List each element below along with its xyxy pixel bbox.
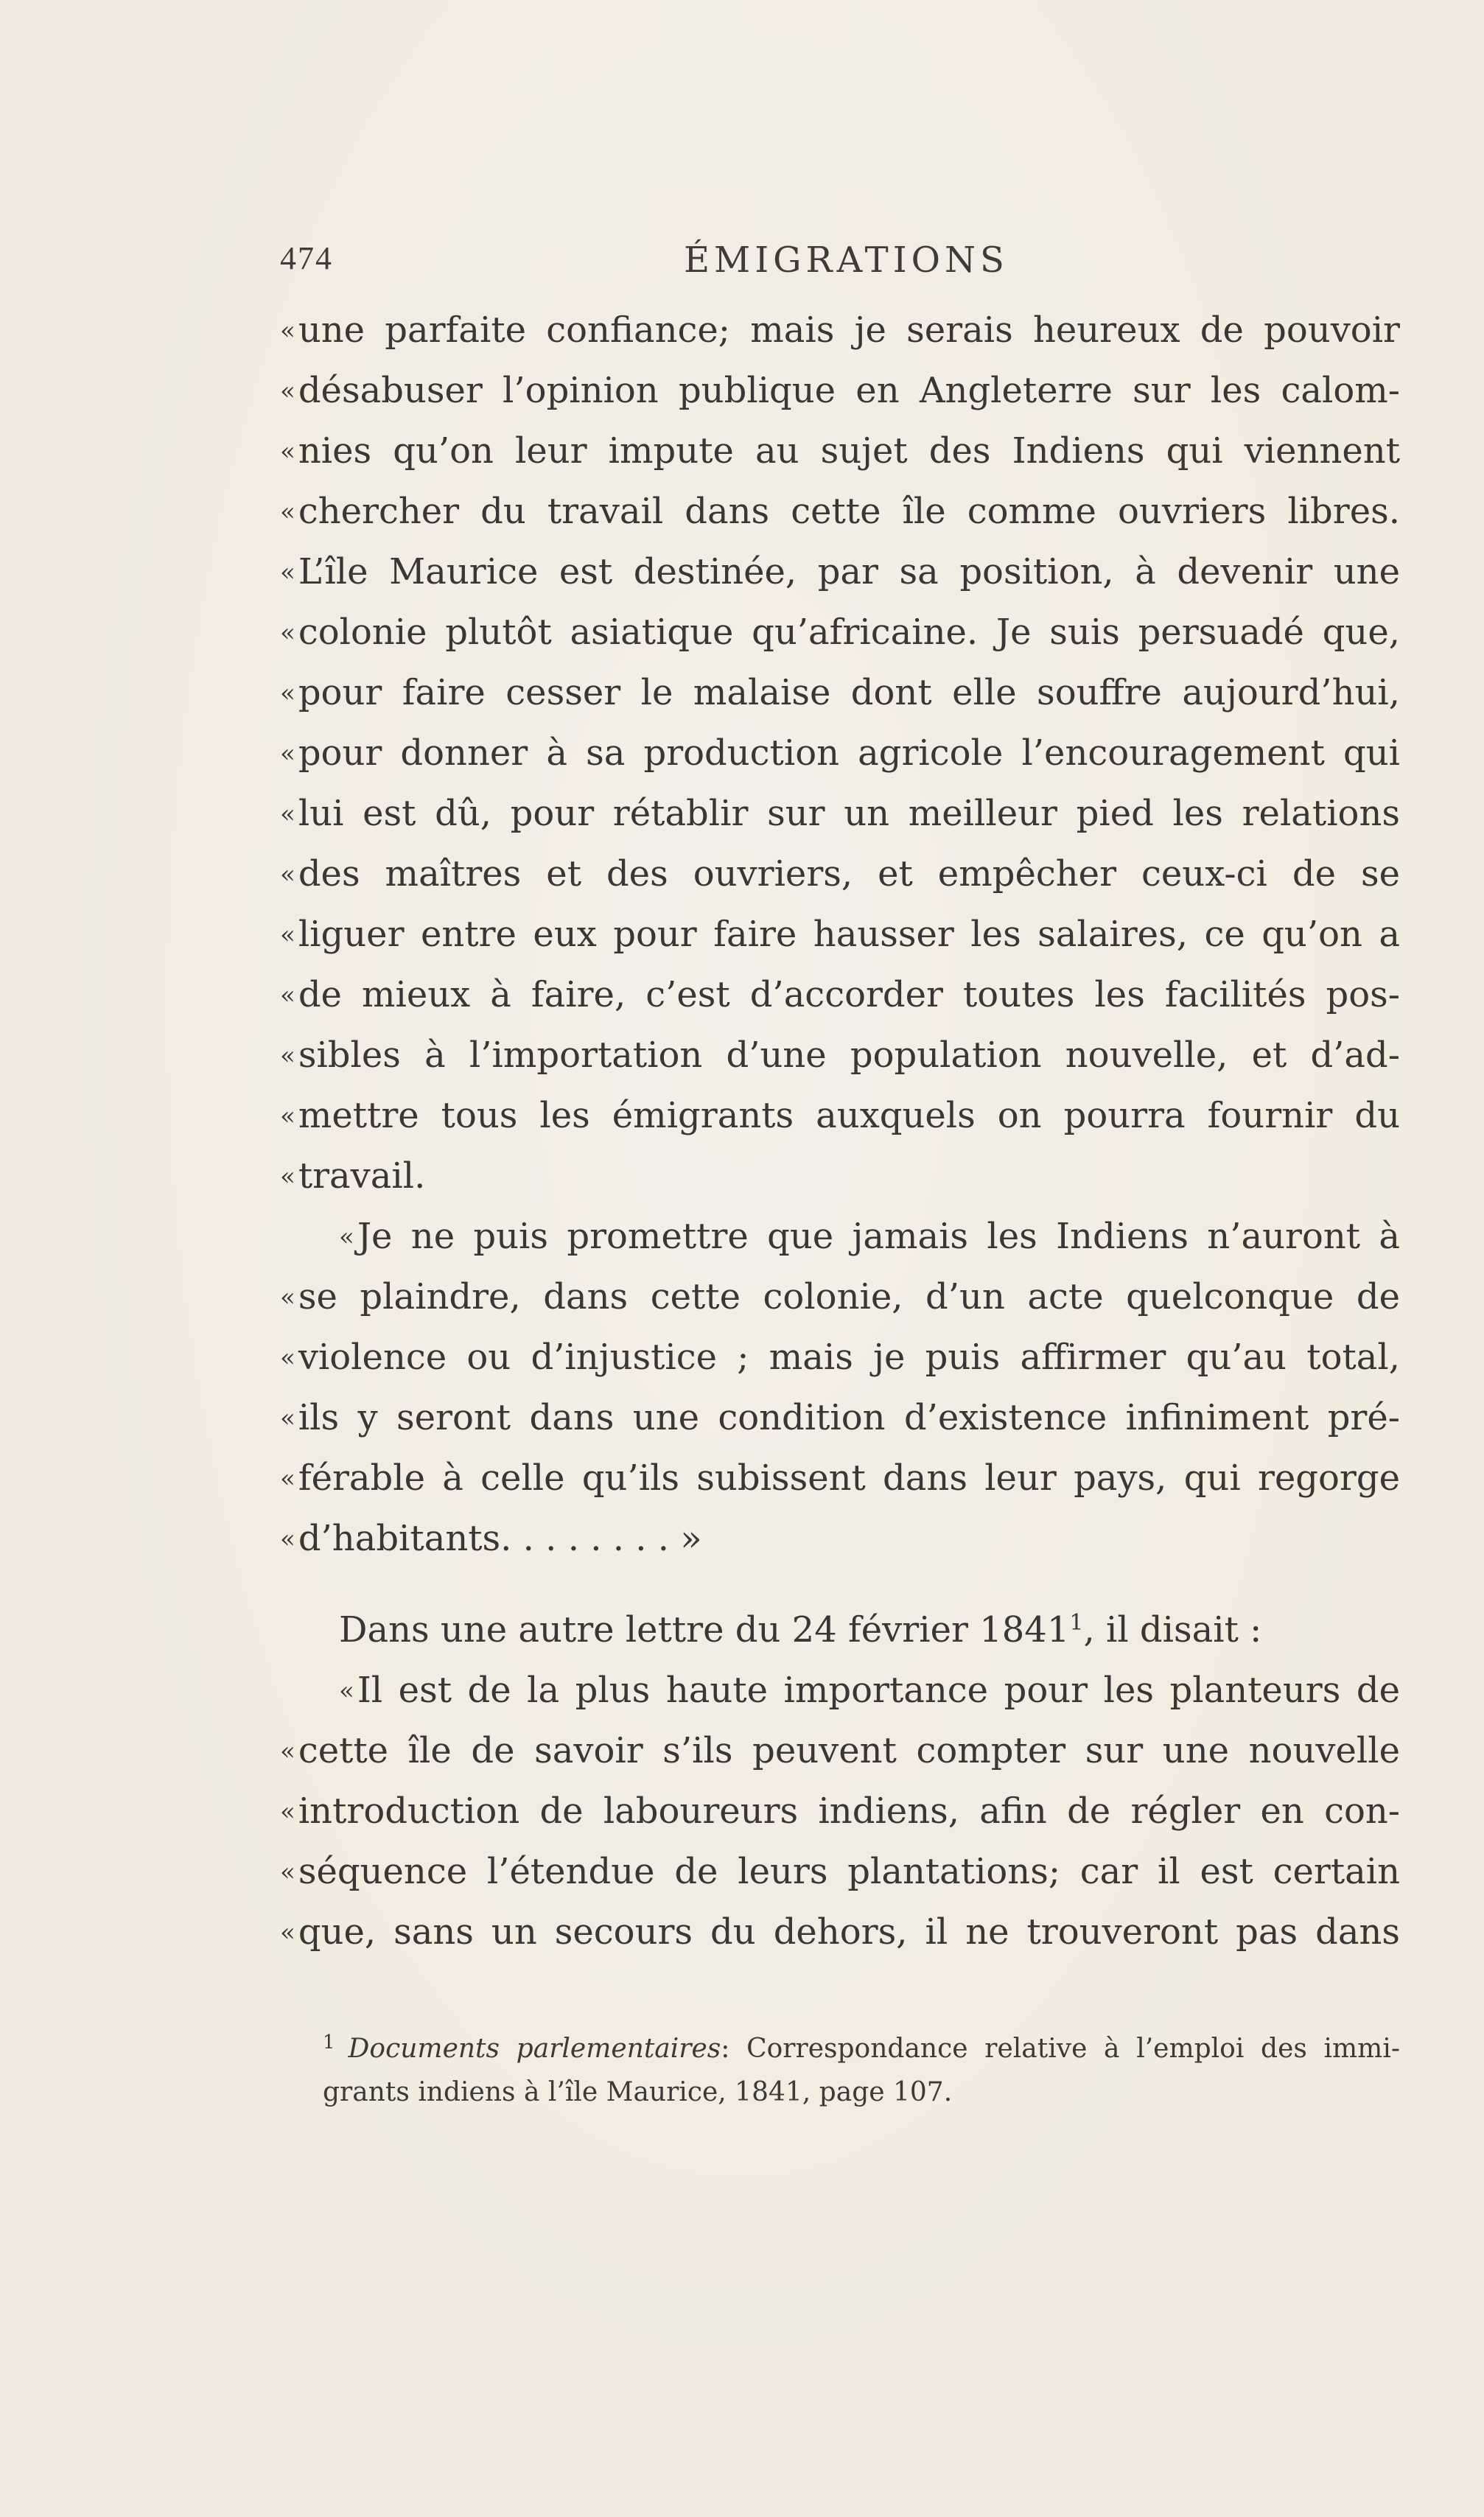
quote-mark: «	[280, 1797, 294, 1827]
text-line: « violence ou d’injustice ; mais je puis affirmer qu’au total,	[280, 1337, 1400, 1378]
quote-mark: «	[280, 860, 294, 889]
text-line: « lui est dû, pour rétablir sur un meilleur pied les relations	[280, 793, 1400, 834]
paragraph-gap	[280, 1569, 1400, 1600]
quote-mark: «	[280, 558, 294, 587]
quote-mark: «	[280, 1102, 294, 1131]
quote-mark: «	[280, 799, 294, 829]
text-line: « nies qu’on leur impute au sujet des Indiens qui viennent	[280, 430, 1400, 472]
text-line: « d’habitants. . . . . . . . »	[280, 1518, 702, 1559]
quote-mark: «	[339, 1222, 353, 1252]
quote-mark: «	[280, 497, 294, 527]
quote-mark: «	[280, 377, 294, 406]
footnotes	[323, 2028, 1400, 2113]
quote-mark: «	[280, 316, 294, 346]
text-line: « que, sans un secours du dehors, il ne trouveront pas dans	[280, 1911, 1400, 1953]
running-head	[280, 239, 1400, 284]
text-line: « Il est de la plus haute importance pour les planteurs de	[339, 1670, 1400, 1711]
quote-mark: «	[280, 1343, 294, 1373]
text-line: « ils y seront dans une condition d’existence infiniment pré-	[280, 1397, 1400, 1438]
text-line: « cette île de savoir s’ils peuvent compter sur une nouvelle	[280, 1730, 1400, 1771]
quote-mark: «	[280, 1524, 294, 1554]
quote-mark: «	[280, 739, 294, 769]
text-line: « des maîtres et des ouvriers, et empêcher ceux-ci de se	[280, 853, 1400, 895]
quote-mark: «	[280, 437, 294, 466]
footnote-line: grants indiens à l’île Maurice, 1841, page 107.	[323, 2077, 953, 2107]
text-line: « désabuser l’opinion publique en Angleterre sur les calom-	[280, 370, 1400, 411]
text-line: « séquence l’étendue de leurs plantations; car il est certain	[280, 1851, 1400, 1892]
text-line: « de mieux à faire, c’est d’accorder toutes les facilités pos-	[280, 974, 1400, 1015]
text-line: « liguer entre eux pour faire hausser les salaires, ce qu’on a	[280, 914, 1400, 955]
quote-mark: «	[280, 1162, 294, 1191]
text-line: « chercher du travail dans cette île comme ouvriers libres.	[280, 491, 1400, 532]
quote-mark: «	[280, 1283, 294, 1312]
quote-mark: «	[280, 618, 294, 648]
text-line: « férable à celle qu’ils subissent dans leur pays, qui regorge	[280, 1457, 1400, 1499]
text-line: « L’île Maurice est destinée, par sa position, à devenir une	[280, 551, 1400, 592]
text-line: « sibles à l’importation d’une population nouvelle, et d’ad-	[280, 1035, 1400, 1076]
text-line: « une parfaite confiance; mais je serais heureux de pouvoir	[280, 309, 1400, 351]
text-line: « pour faire cesser le malaise dont elle souffre aujourd’hui,	[280, 672, 1400, 713]
footnote-reference: 1	[1069, 1610, 1084, 1636]
text-line: « introduction de laboureurs indiens, afin de régler en con-	[280, 1790, 1400, 1832]
text-line: « travail.	[280, 1155, 426, 1197]
paragraph-intro: Dans une autre lettre du 24 février 1841$^1$, il disait :	[339, 1609, 1262, 1650]
text-line: « pour donner à sa production agricole l’encouragement qui	[280, 732, 1400, 774]
running-title: ÉMIGRATIONS	[684, 239, 1009, 281]
quote-mark: «	[280, 1918, 294, 1947]
footnote-mark: 1	[323, 2031, 335, 2054]
quote-mark: «	[280, 1404, 294, 1433]
quote-mark: «	[280, 1464, 294, 1494]
quote-mark: «	[280, 1858, 294, 1887]
quote-mark: «	[339, 1676, 353, 1706]
quoted-block-1	[280, 300, 1400, 1206]
quote-mark: «	[280, 1041, 294, 1071]
text-line: « mettre tous les émigrants auxquels on pourra fournir du	[280, 1095, 1400, 1136]
quote-mark: «	[280, 920, 294, 950]
text-line: « colonie plutôt asiatique qu’africaine. Je suis persuadé que,	[280, 612, 1400, 653]
quoted-block-2	[280, 1206, 1400, 1569]
text-line: « Je ne puis promettre que jamais les Indiens n’auront à	[339, 1216, 1400, 1257]
footnote-line: $^1$ Documents parlementaires: Correspondance relative à l’emploi des immi-	[323, 2031, 1400, 2064]
quote-mark: «	[280, 981, 294, 1010]
page-number: 474	[280, 240, 333, 276]
quoted-block-3	[280, 1660, 1400, 1962]
footnote-source-title: Documents parlementaires	[348, 2034, 721, 2064]
quote-mark: «	[280, 679, 294, 708]
text-line: « se plaindre, dans cette colonie, d’un acte quelconque de	[280, 1276, 1400, 1317]
quote-mark: «	[280, 1737, 294, 1766]
body-text	[280, 300, 1400, 1962]
